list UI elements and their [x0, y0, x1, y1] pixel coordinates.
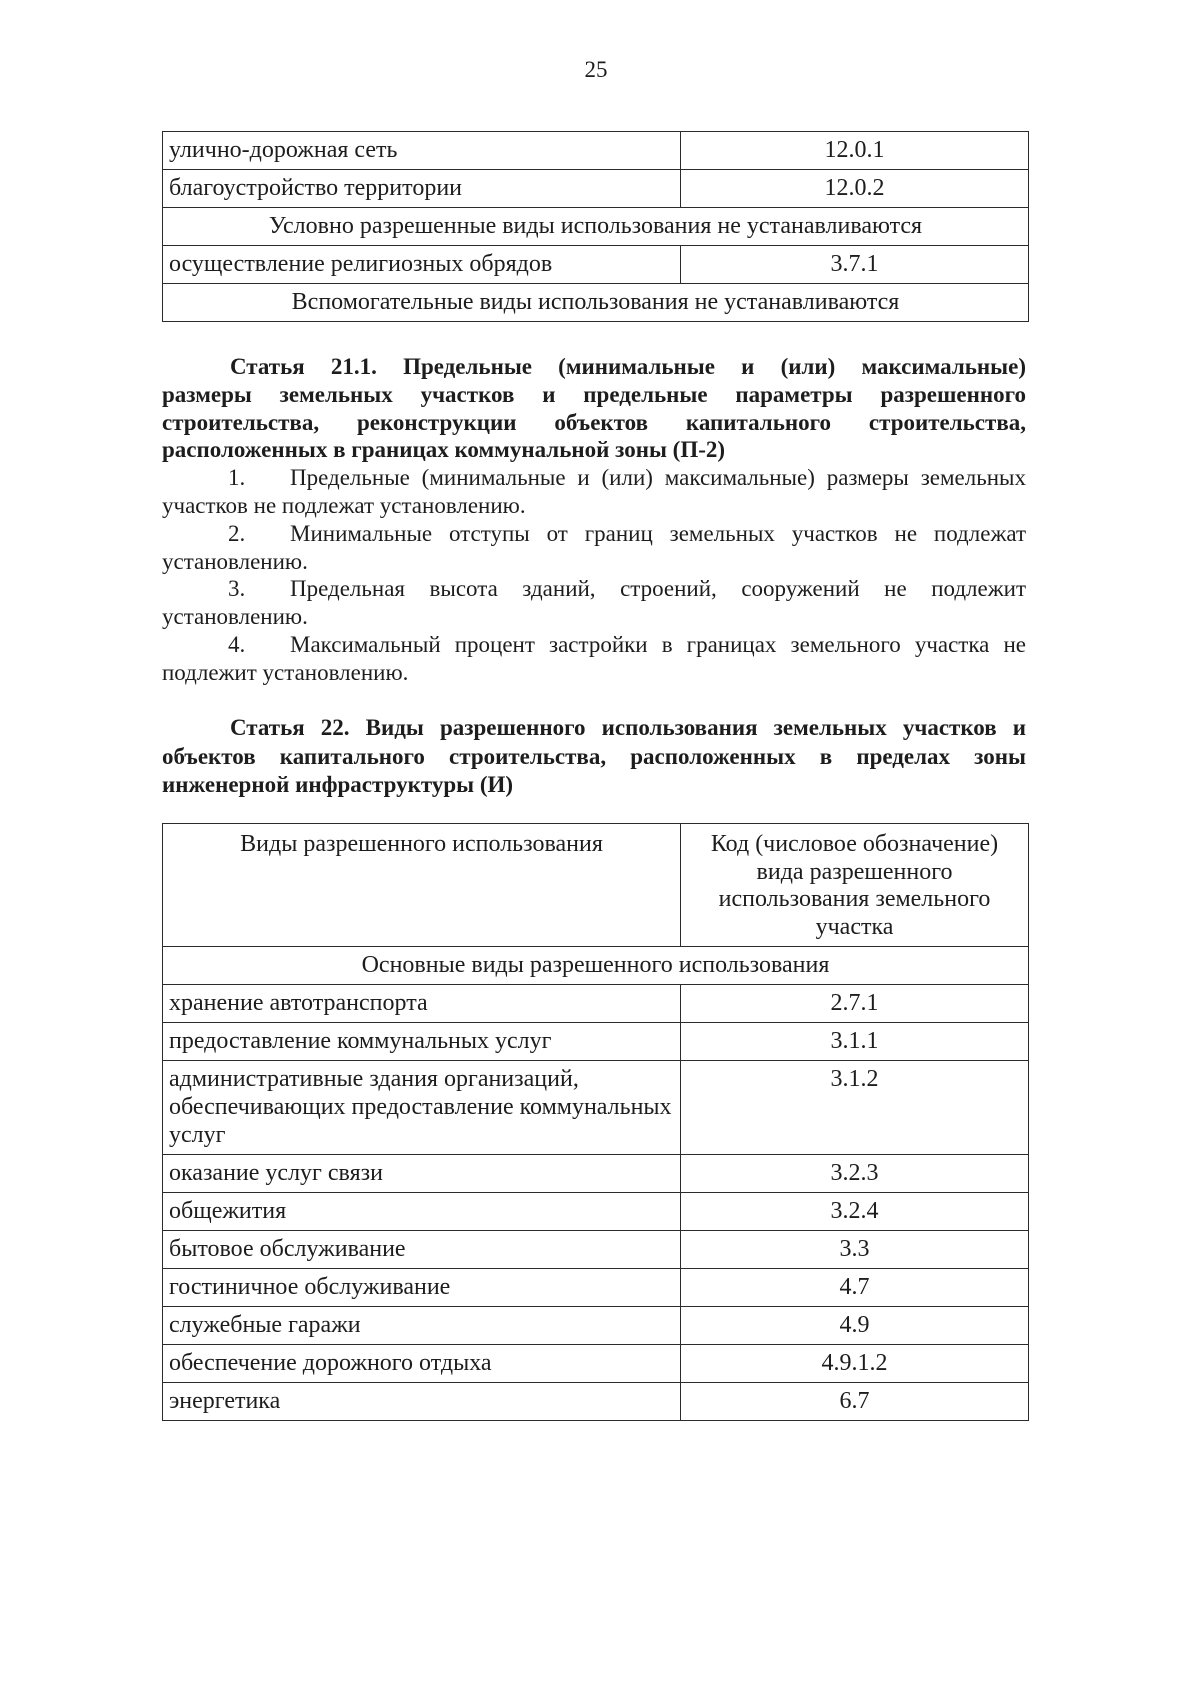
item-text: Максимальный процент застройки в границах земельного участка не	[290, 631, 1026, 657]
code-cell: 3.3	[681, 1231, 1029, 1269]
section-cell: Вспомогательные виды использования не устанавливаются	[163, 284, 1029, 322]
list-item	[162, 575, 1026, 603]
use-cell: осуществление религиозных обрядов	[163, 246, 681, 284]
code-cell: 3.2.4	[681, 1193, 1029, 1231]
code-cell: 12.0.1	[681, 132, 1029, 170]
table-row	[163, 1231, 1029, 1269]
use-cell: служебные гаражи	[163, 1307, 681, 1345]
code-cell: 3.1.1	[681, 1023, 1029, 1061]
item-text-continued: установлению.	[162, 604, 308, 630]
code-cell: 3.2.3	[681, 1155, 1029, 1193]
code-cell: 12.0.2	[681, 170, 1029, 208]
use-cell: улично-дорожная сеть	[163, 132, 681, 170]
table-row	[163, 1155, 1029, 1193]
use-cell: оказание услуг связи	[163, 1155, 681, 1193]
section-cell: Основные виды разрешенного использования	[163, 947, 1029, 985]
item-number: 1.	[228, 465, 246, 491]
section-row	[163, 284, 1029, 322]
code-cell: 4.9	[681, 1307, 1029, 1345]
table-row	[163, 1345, 1029, 1383]
table-row	[163, 1383, 1029, 1421]
code-cell: 3.7.1	[681, 246, 1029, 284]
article-heading-line: размеры земельных участков и предельные параметры разрешенного	[162, 381, 1026, 407]
list-item	[162, 464, 1026, 492]
use-cell: благоустройство территории	[163, 170, 681, 208]
article-heading-line: объектов капитального строительства, расположенных в пределах зоны	[162, 743, 1026, 769]
item-number: 2.	[228, 520, 246, 546]
use-cell: общежития	[163, 1193, 681, 1231]
table-row	[163, 1061, 1029, 1155]
land-use-table	[162, 823, 1029, 1421]
table-header-row	[163, 824, 1029, 947]
section-row	[163, 947, 1029, 985]
header-use-cell: Виды разрешенного использования	[163, 824, 681, 947]
table-row	[163, 1269, 1029, 1307]
table-row	[163, 1023, 1029, 1061]
header-code-cell: Код (числовое обозначение) вида разрешенного использования земельного участка	[681, 824, 1029, 947]
use-cell: предоставление коммунальных услуг	[163, 1023, 681, 1061]
table-row	[163, 170, 1029, 208]
article-22	[162, 714, 1026, 800]
code-cell: 4.9.1.2	[681, 1345, 1029, 1383]
item-text: Минимальные отступы от границ земельных участков не подлежат	[290, 520, 1026, 546]
use-cell: энергетика	[163, 1383, 681, 1421]
article-heading-line: Статья 22. Виды разрешенного использования земельных участков и	[230, 715, 1026, 740]
table-row	[163, 132, 1029, 170]
article-heading-line: инженерной инфраструктуры (И)	[162, 772, 514, 797]
item-number: 3.	[228, 576, 246, 602]
item-text-continued: подлежит установлению.	[162, 659, 409, 685]
table-row	[163, 985, 1029, 1023]
table-row	[163, 1307, 1029, 1345]
page-number: 25	[584, 57, 608, 82]
use-cell: хранение автотранспорта	[163, 985, 681, 1023]
article-heading-line: расположенных в границах коммунальной зоны (П-2)	[162, 437, 726, 463]
list-item	[162, 520, 1026, 548]
code-cell: 3.1.2	[681, 1061, 1029, 1155]
article-21-1	[162, 353, 1026, 687]
article-heading-line: Статья 21.1. Предельные (минимальные и (или) максимальные)	[230, 354, 1026, 379]
use-cell: административные здания организаций, обеспечивающих предоставление коммунальных услуг	[163, 1061, 681, 1155]
table-row	[163, 246, 1029, 284]
use-cell: обеспечение дорожного отдыха	[163, 1345, 681, 1383]
item-text-continued: установлению.	[162, 548, 308, 574]
code-cell: 6.7	[681, 1383, 1029, 1421]
code-cell: 4.7	[681, 1269, 1029, 1307]
list-item	[162, 631, 1026, 659]
section-cell: Условно разрешенные виды использования не устанавливаются	[163, 208, 1029, 246]
use-cell: бытовое обслуживание	[163, 1231, 681, 1269]
land-use-table-continued	[162, 131, 1029, 322]
code-cell: 2.7.1	[681, 985, 1029, 1023]
use-cell: гостиничное обслуживание	[163, 1269, 681, 1307]
item-number: 4.	[228, 631, 246, 657]
section-row	[163, 208, 1029, 246]
item-text: Предельная высота зданий, строений, сооружений не подлежит	[290, 576, 1026, 602]
table-row	[163, 1193, 1029, 1231]
article-heading-line: строительства, реконструкции объектов капитального строительства,	[162, 409, 1026, 435]
item-text: Предельные (минимальные и (или) максимальные) размеры земельных	[290, 465, 1026, 491]
item-text-continued: участков не подлежат установлению.	[162, 492, 526, 518]
